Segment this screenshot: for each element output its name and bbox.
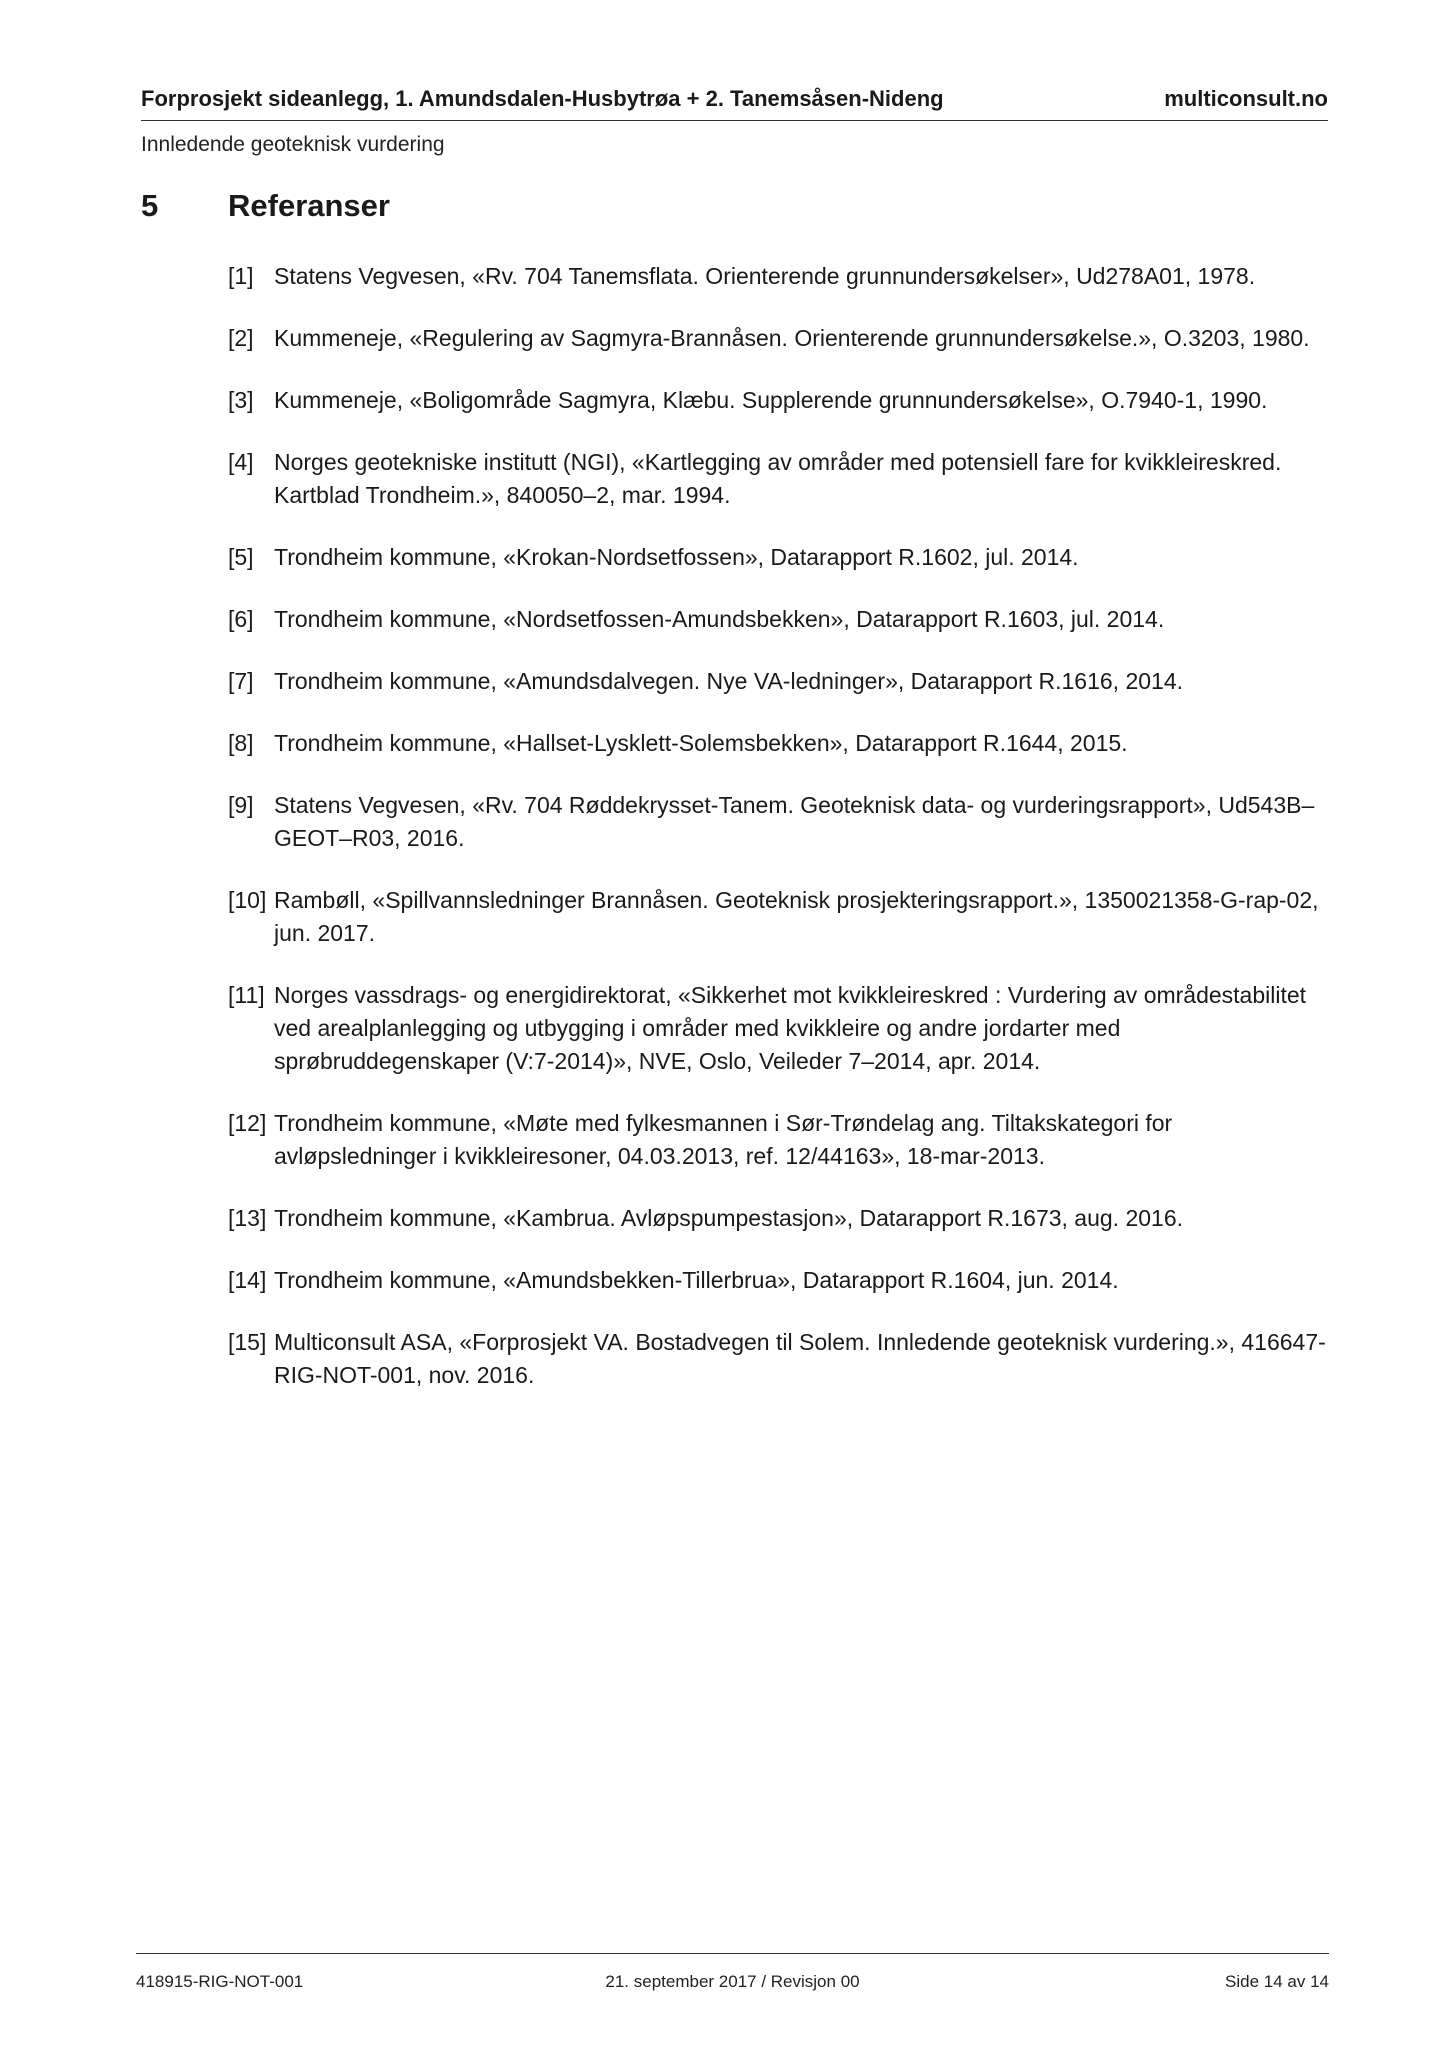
reference-number: [3] bbox=[228, 387, 254, 413]
footer-date-revision: 21. september 2017 / Revisjon 00 bbox=[605, 1972, 860, 1991]
reference-number: [10] bbox=[228, 887, 267, 913]
reference-number: [4] bbox=[228, 449, 254, 475]
reference-number: [14] bbox=[228, 1267, 267, 1293]
reference-item bbox=[228, 789, 1338, 855]
reference-text: Trondheim kommune, «Amundsbekken-Tillerbrua», Datarapport R.1604, jun. 2014. bbox=[274, 1267, 1119, 1293]
reference-text: Trondheim kommune, «Kambrua. Avløpspumpestasjon», Datarapport R.1673, aug. 2016. bbox=[274, 1205, 1184, 1231]
reference-item bbox=[228, 260, 1338, 293]
reference-number: [7] bbox=[228, 668, 254, 694]
reference-item bbox=[228, 446, 1338, 512]
site-name: multiconsult.no bbox=[1164, 86, 1328, 111]
reference-list bbox=[228, 260, 1338, 1421]
footer-page-number: Side 14 av 14 bbox=[1225, 1972, 1330, 1991]
reference-text: Trondheim kommune, «Amundsdalvegen. Nye VA-ledninger», Datarapport R.1616, 2014. bbox=[274, 668, 1184, 694]
reference-item bbox=[228, 1264, 1338, 1297]
document-subtitle: Innledende geoteknisk vurdering bbox=[141, 133, 445, 156]
reference-item bbox=[228, 1326, 1338, 1392]
page-header bbox=[141, 86, 1328, 157]
reference-number: [15] bbox=[228, 1329, 267, 1355]
reference-number: [1] bbox=[228, 263, 254, 289]
reference-item bbox=[228, 384, 1338, 417]
reference-item bbox=[228, 541, 1338, 574]
reference-number: [6] bbox=[228, 606, 254, 632]
section-heading bbox=[141, 188, 390, 224]
reference-number: [12] bbox=[228, 1110, 267, 1136]
project-title: Forprosjekt sideanlegg, 1. Amundsdalen-Husbytrøa + 2. Tanemsåsen-Nideng bbox=[141, 86, 944, 111]
reference-number: [9] bbox=[228, 792, 254, 818]
reference-item bbox=[228, 665, 1338, 698]
footer-document-id: 418915-RIG-NOT-001 bbox=[136, 1972, 304, 1991]
reference-number: [2] bbox=[228, 325, 254, 351]
reference-text: Trondheim kommune, «Nordsetfossen-Amundsbekken», Datarapport R.1603, jul. 2014. bbox=[274, 606, 1165, 632]
reference-text: Trondheim kommune, «Møte med fylkesmannen i Sør-Trøndelag ang. Tiltakskategori for avløpsledninger i kvikkleiresoner, 04.03.2013, ref. 12/44163», 18-mar-2013. bbox=[274, 1110, 1173, 1169]
reference-number: [5] bbox=[228, 544, 254, 570]
reference-text: Statens Vegvesen, «Rv. 704 Tanemsflata. Orienterende grunnundersøkelser», Ud278A01, 1978. bbox=[274, 263, 1256, 289]
reference-item bbox=[228, 1202, 1338, 1235]
reference-text: Statens Vegvesen, «Rv. 704 Røddekrysset-Tanem. Geoteknisk data- og vurderingsrapport», Ud543B–GEOT–R03, 2016. bbox=[274, 792, 1315, 851]
reference-item bbox=[228, 603, 1338, 636]
reference-number: [8] bbox=[228, 730, 254, 756]
reference-text: Kummeneje, «Boligområde Sagmyra, Klæbu. Supplerende grunnundersøkelse», O.7940-1, 1990. bbox=[274, 387, 1268, 413]
reference-item bbox=[228, 322, 1338, 355]
reference-item bbox=[228, 979, 1338, 1078]
reference-item bbox=[228, 1107, 1338, 1173]
reference-text: Kummeneje, «Regulering av Sagmyra-Brannåsen. Orienterende grunnundersøkelse.», O.3203, 1980. bbox=[274, 325, 1310, 351]
reference-text: Rambøll, «Spillvannsledninger Brannåsen. Geoteknisk prosjekteringsrapport.», 1350021358-G-rap-02, jun. 2017. bbox=[274, 887, 1319, 946]
reference-item bbox=[228, 884, 1338, 950]
reference-text: Norges vassdrags- og energidirektorat, «Sikkerhet mot kvikkleireskred : Vurdering av områdestabilitet ved arealplanlegging og utbygging i områder med kvikkleire og andre jordarter med sprøbruddegenskaper (V:7-2014)», NVE, Oslo, Veileder 7–2014, apr. 2014. bbox=[274, 982, 1307, 1074]
page-footer bbox=[136, 1953, 1329, 1992]
reference-text: Trondheim kommune, «Hallset-Lysklett-Solemsbekken», Datarapport R.1644, 2015. bbox=[274, 730, 1128, 756]
reference-number: [11] bbox=[228, 982, 265, 1008]
section-title: Referanser bbox=[228, 188, 390, 223]
reference-text: Trondheim kommune, «Krokan-Nordsetfossen», Datarapport R.1602, jul. 2014. bbox=[274, 544, 1079, 570]
reference-text: Multiconsult ASA, «Forprosjekt VA. Bostadvegen til Solem. Innledende geoteknisk vurdering.», 416647-RIG-NOT-001, nov. 2016. bbox=[274, 1329, 1326, 1388]
section-number: 5 bbox=[141, 188, 159, 223]
reference-item bbox=[228, 727, 1338, 760]
reference-number: [13] bbox=[228, 1205, 267, 1231]
reference-text: Norges geotekniske institutt (NGI), «Kartlegging av områder med potensiell fare for kvikkleireskred. Kartblad Trondheim.», 840050–2, mar. 1994. bbox=[274, 449, 1282, 508]
header-row bbox=[141, 86, 1328, 121]
